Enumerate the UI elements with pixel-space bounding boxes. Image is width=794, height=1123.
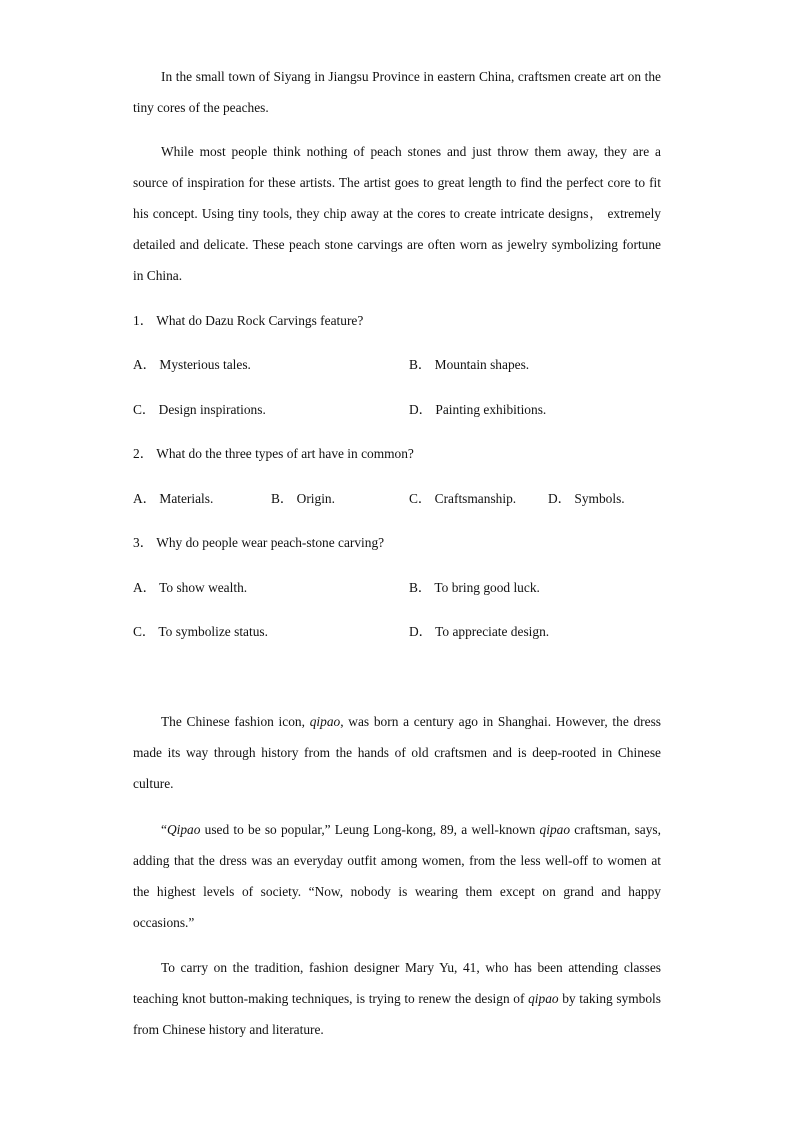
question-3-option-a[interactable]: A． To show wealth. xyxy=(133,580,248,595)
passage2-paragraph-1 xyxy=(133,706,661,799)
passage1-paragraph-1: In the small town of Siyang in Jiangsu Province in eastern China, craftsmen create art on the tiny cores of the peaches. xyxy=(133,69,661,115)
question-2-stem: 2． What do the three types of art have in common? xyxy=(133,446,414,461)
passage2-p2-italic-qipao-1: Qipao xyxy=(166,822,201,837)
passage1-paragraph-2: While most people think nothing of peach stones and just throw them away, they are a source of inspiration for these artists. The artist goes to great length to find the perfect core to fit his concept. Using tiny tools, they chip away at the cores to create intricate designs， extremely detailed and delicate. These peach stone carvings are often worn as jewelry symbolizing fortune in China. xyxy=(133,144,661,283)
question-3-options-row-1 xyxy=(133,578,661,598)
question-2-option-a[interactable]: A． Materials. xyxy=(133,491,214,506)
question-1-option-d[interactable]: D． Painting exhibitions. xyxy=(409,402,547,417)
question-2-option-d[interactable]: D． Symbols. xyxy=(548,491,625,506)
passage2-p3-text-a: To carry on the tradition, fashion designer Mary Yu, 41, who has been attending classes teaching knot button-making techniques, is trying to renew the design of xyxy=(133,960,661,1006)
question-1-option-b[interactable]: B． Mountain shapes. xyxy=(409,357,530,372)
question-1-option-a[interactable]: A． Mysterious tales. xyxy=(133,357,251,372)
passage2-p2-text-a: used to be so popular,” Leung Long-kong, 89, a well-known xyxy=(200,822,540,837)
question-3-options-row-2 xyxy=(133,622,661,642)
passage2-paragraph-3 xyxy=(133,952,661,1045)
passage2-p2-open-quote: “ xyxy=(161,822,167,837)
question-1-stem: 1． What do Dazu Rock Carvings feature? xyxy=(133,313,364,328)
question-3-option-b[interactable]: B． To bring good luck. xyxy=(409,580,540,595)
question-2-option-b[interactable]: B． Origin. xyxy=(271,491,335,506)
passage2-p2-italic-qipao-2: qipao xyxy=(539,822,571,837)
question-1-options-row-1 xyxy=(133,355,661,375)
question-3-stem: 3． Why do people wear peach-stone carving? xyxy=(133,535,385,550)
question-2-option-c[interactable]: C． Craftsmanship. xyxy=(409,491,517,506)
question-3-option-c[interactable]: C． To symbolize status. xyxy=(133,624,268,639)
question-3-option-d[interactable]: D． To appreciate design. xyxy=(409,624,550,639)
passage2-p1-text-b: , was born a century ago in Shanghai. However, the dress made its way through history from the hands of old craftsmen and is deep-rooted in Chinese culture. xyxy=(133,714,662,791)
question-2-options-row xyxy=(133,489,661,509)
passage2-p1-text-a: The Chinese fashion icon, xyxy=(161,714,310,729)
passage2-p1-italic-qipao: qipao xyxy=(309,714,341,729)
passage2-p3-italic-qipao: qipao xyxy=(528,991,559,1006)
passage2-paragraph-2 xyxy=(133,814,661,938)
question-1-options-row-2 xyxy=(133,400,661,420)
passage2-p2-text-b: craftsman, says, adding that the dress was an everyday outfit among women, from the less well-off to women at the highest levels of society. “Now, nobody is wearing them except on grand and happy occasions.” xyxy=(133,822,661,930)
passage2-p3-text-b: by taking symbols from Chinese history and literature. xyxy=(133,991,661,1037)
question-1-option-c[interactable]: C． Design inspirations. xyxy=(133,402,266,417)
